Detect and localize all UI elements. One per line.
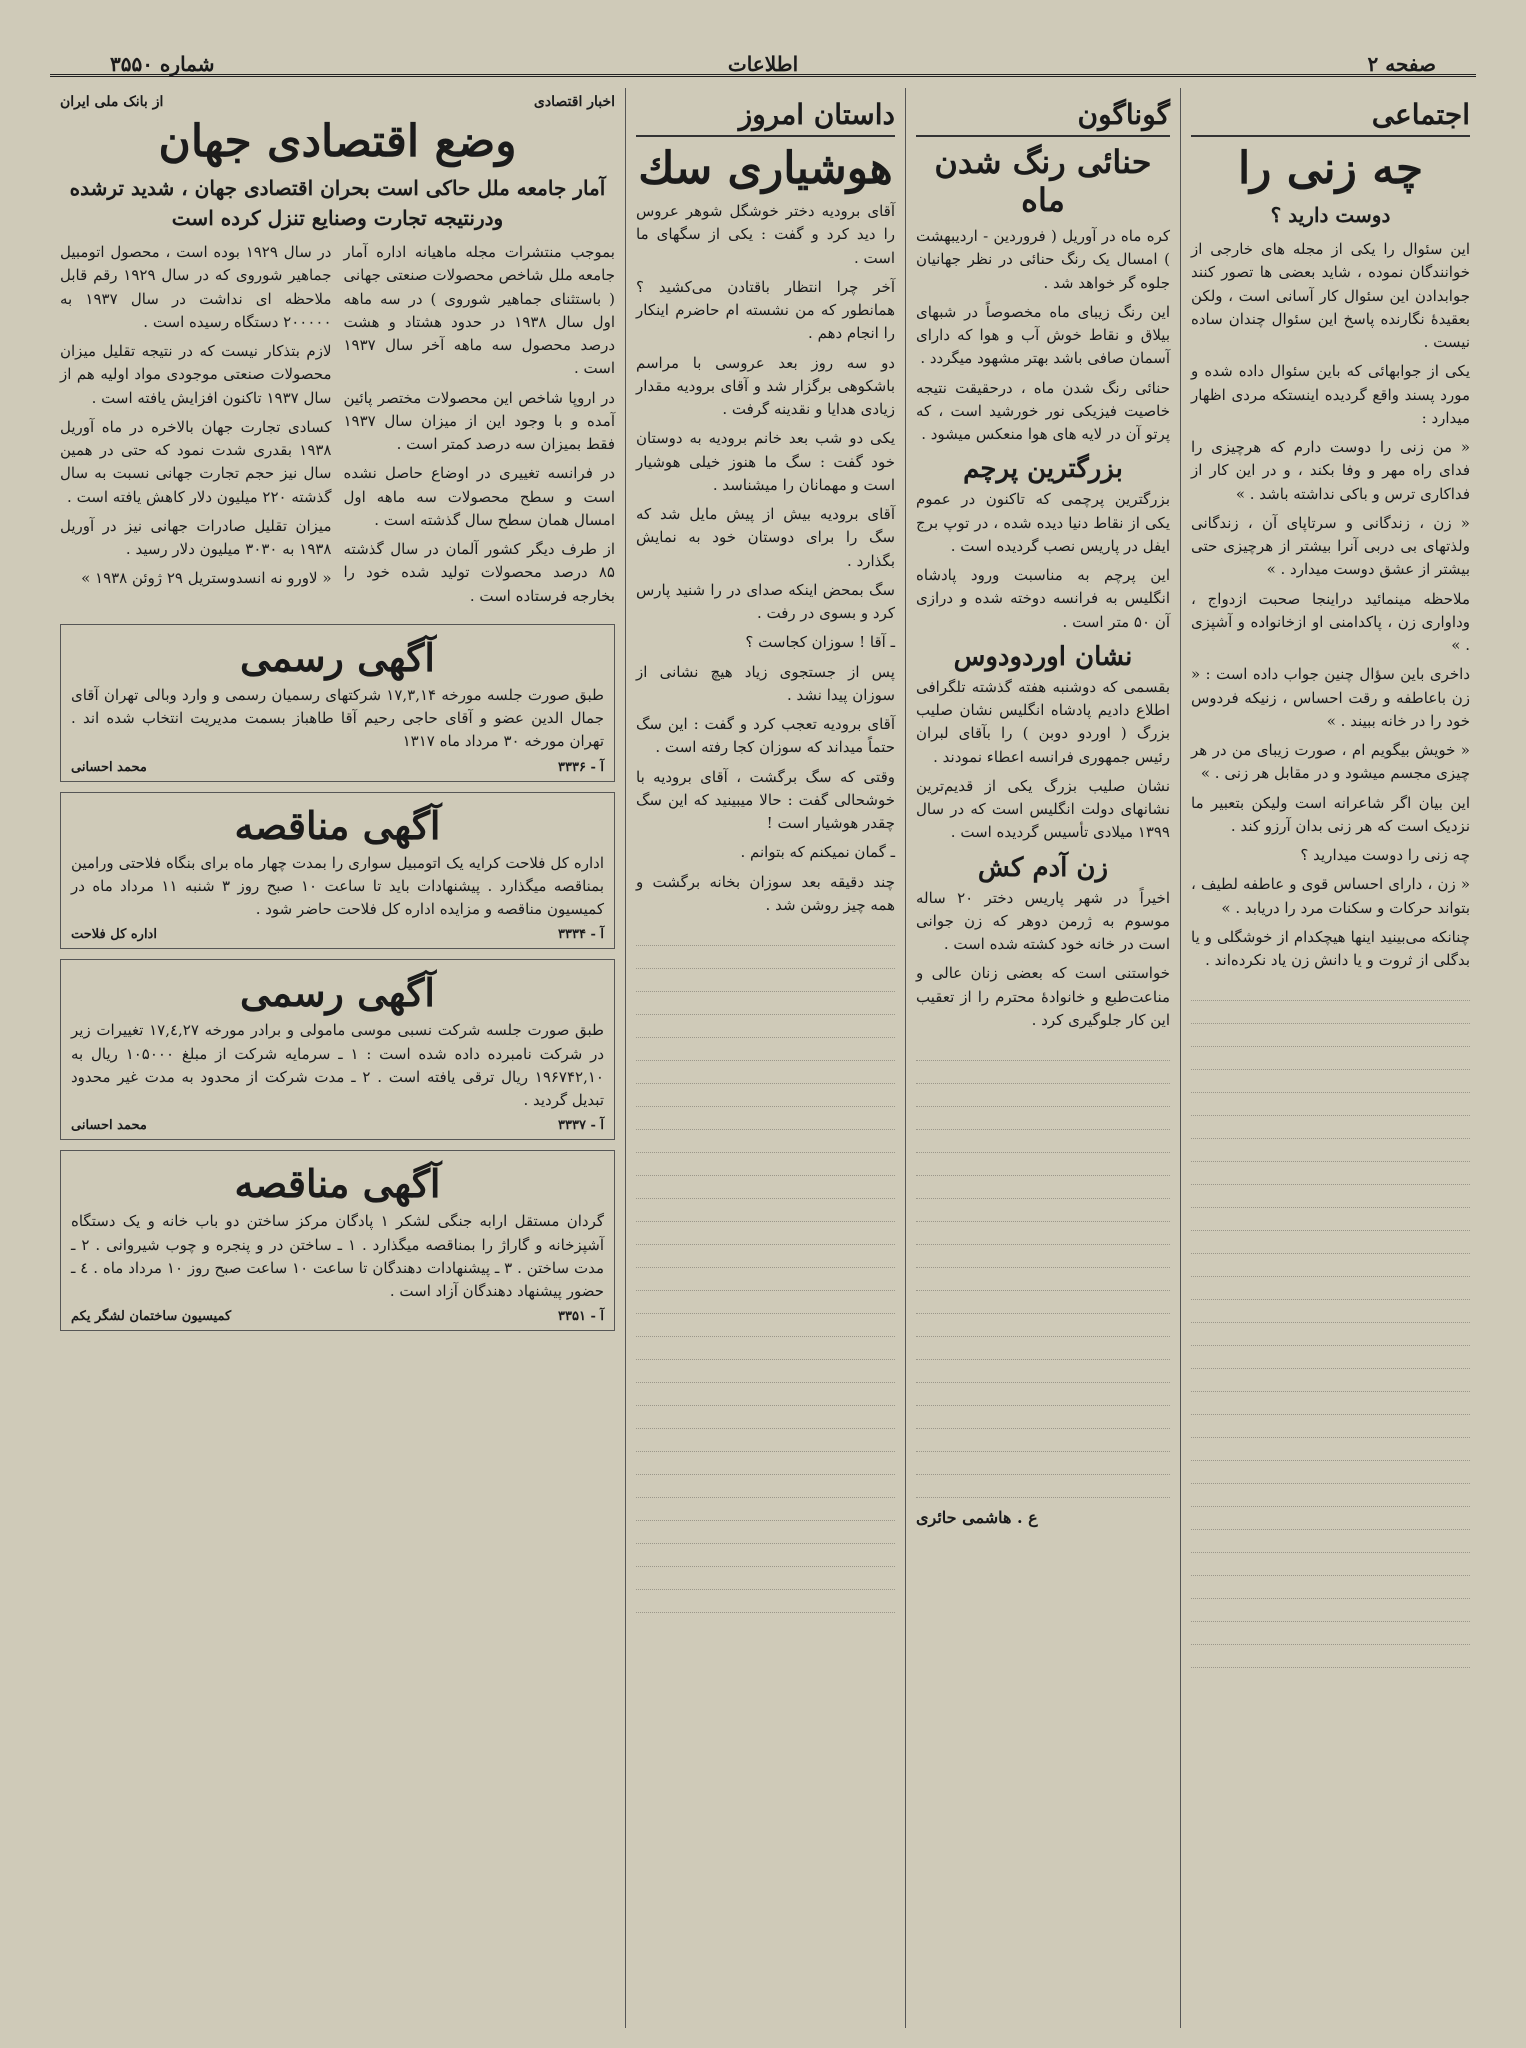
two-column-text — [60, 241, 615, 614]
page-number: صفحه ۲ — [1367, 52, 1436, 76]
paragraph: آقای برودیه دختر خوشگل شوهر عروس را دید کرد و گفت : یکی از سگهای ما است . — [636, 202, 895, 267]
paragraph: آخر چرا انتظار باقتادن می‌کشید ؟ همانطور که من نشسته ام حاضرم اینکار را انجام دهم . — [636, 277, 895, 343]
section-label: داستان امروز — [636, 98, 895, 137]
issue-number: شماره ۳۵۵۰ — [110, 52, 215, 76]
paragraph: آقای برودیه تعجب کرد و گفت : این سگ حتماً میداند که سوزان کجا رفته است . — [636, 715, 895, 757]
paragraph: در فرانسه تغییری در اوضاع حاصل نشده است و سطح محصولات سه ماهه اول امسال همان سطح سال گذشته است . — [343, 464, 615, 529]
notice-footer — [71, 760, 604, 775]
text-lines — [636, 923, 895, 1613]
article-title: وضع اقتصادی جهان — [158, 116, 517, 167]
text-lines — [1191, 978, 1470, 1668]
paragraph: پس از جستجوی زیاد هیچ نشانی از سوزان پیدا نشد . — [636, 662, 895, 704]
subheading: زن آدم کش — [977, 852, 1109, 883]
paragraph: این سئوال را یکی از مجله های خارجی از خوانندگان نموده ، شاید بعضی ها تصور کنند جوابدادن این سئوال کار آسانی است ، ولکن بعقیدهٔ نگارنده پاسخ این سئوال چندان ساده نیست . — [1191, 240, 1470, 351]
paragraph: ـ گمان نمیکنم که بتوانم . — [740, 843, 895, 862]
column-economy — [50, 88, 625, 2028]
text-lines — [916, 1038, 1170, 1498]
paragraph: بموجب منتشرات مجله ماهیانه اداره آمار جامعه ملل شاخص محصولات صنعتی جهانی ( باستثنای جماهیر شوروی ) در سه ماهه اول سال ۱۹۳۸ در حدود هشتاد و هشت درصد محصول سه ماهه آخر سال ۱۹۳۷ است . — [343, 243, 615, 378]
notice-title: آگهی رسمی — [240, 634, 435, 680]
notice-text: طبق صورت جلسه مورخه ۱۷,۳,۱۴ شرکتهای رسمیان رسمی و وارد وبالی تهران آقای جمال الدین عضو و آقای حاجی رحیم آقا طاهباز بسمت مدیریت انتخاب شده اند . تهران مورخه ۳۰ مرداد ماه ۱۳۱۷ — [71, 685, 604, 751]
paragraph: داخری باین سؤال چنین جواب داده است : « زن باعاطفه و رقت احساس ، زنیکه فردوس خود را در خانه ببیند . » — [1191, 665, 1470, 730]
notice-code: آ - ۳۳۳۶ — [558, 759, 604, 775]
column-misc — [905, 88, 1180, 2028]
paragraph: خواستنی است که بعضی زنان عالی و مناعت‌طبع و خانوادهٔ محترم را از تعقیب این کار جلوگیری کرد . — [916, 964, 1170, 1029]
column-social — [1180, 88, 1480, 2028]
notice-title: آگهی رسمی — [240, 970, 435, 1016]
paragraph: کسادی تجارت جهان بالاخره در ماه آوریل ۱۹۳۸ بقدری شدت نمود که حتی در همین سال نیز حجم تجارت جهانی نسبت به سال گذشته ۲۲۰ میلیون دلار کاهش یافته است . — [60, 417, 332, 506]
notice-signature: محمد احسانی — [71, 1118, 147, 1134]
paragraph: در اروپا شاخص این محصولات مختصر پائین آمده و با وجود این از میزان سال ۱۹۳۷ فقط بمیزان سه درصد کمتر است . — [343, 388, 615, 453]
notice-text: طبق صورت جلسه شرکت نسبی موسی مامولی و برادر مورخه ۱۷,٤,۲۷ تغییرات زیر در شرکت نامبرده داده شده است : ۱ ـ سرمایه شرکت از مبلغ ۱۰۵۰۰۰ ریال به ۱۹۶۷۴۲,۱۰ ریال ترقی یافته است . ۲ ـ مدت شرکت از محدود به مدت غیر محدود تبدیل گردید . — [71, 1021, 605, 1109]
notice-code: آ - ۳۳۳۷ — [558, 1118, 604, 1134]
source-note: « لاورو نه انسدوستریل ۲۹ ژوئن ۱۹۳۸ » — [81, 569, 332, 588]
notice-code: آ - ۳۳۵۱ — [558, 1309, 604, 1325]
paragraph: ملاحظه مینمائید دراینجا صحبت ازدواج ، وداواری زن ، پاکدامنی او ازخانواده و آشپزی . » — [1191, 589, 1470, 654]
paragraph: ـ آقا ! سوزان کجاست ؟ — [745, 633, 895, 652]
text-column-b — [60, 241, 332, 614]
official-notice — [60, 959, 615, 1140]
notice-footer — [71, 927, 604, 942]
article-title: هوشیاری سك — [638, 143, 893, 194]
tender-notice — [60, 792, 615, 950]
paragraph: « زن ، دارای احساس قوی و عاطفه لطیف ، بتواند حرکات و سکنات مرد را دریابد . » — [1191, 875, 1470, 917]
paragraph: اخیراً در شهر پاریس دختر ۲۰ ساله موسوم به ژرمن دوهر که زن جوانی است در خانه خود کشته شده است . — [916, 888, 1170, 953]
section-label: گوناگون — [916, 98, 1170, 137]
paragraph: بقسمی که دوشنبه هفته گذشته تلگرافی اطلاع دادیم پادشاه انگلیس نشان صلیب بزرگ ( اوردو دوبن ) را بآقای لبران رئیس جمهوری فرانسه اعطاء نمودند . — [916, 677, 1170, 766]
article-subtitle: آمار جامعه ملل حاکی است بحران اقتصادی جهان ، شدید ترشده ودرنتیجه تجارت وصنایع تنزل کرده است — [69, 176, 606, 230]
paragraph: چه زنی را دوست میدارید ؟ — [1300, 846, 1470, 864]
notice-text: گردان مستقل ارابه جنگی لشکر ۱ پادگان مرکز ساختن دو باب خانه و یک دستگاه آشپزخانه و گاراژ را بمناقصه میگذارد . ۱ ـ ساختن در و پنجره و چوب شیروانی . ۲ ـ مدت ساختن . ۳ ـ پیشنهادات دهندگان تا ساعت ۱۰ ساعت صبح روز ۱۰ مرداد ماه . ٤ ـ حضور پیشنهاد دهندگان آزاد است . — [71, 1212, 604, 1300]
paragraph: یکی دو شب بعد خانم برودیه به دوستان خود گفت : سگ ما هنوز خیلی هوشیار است و مهمانان را میشناسد . — [636, 429, 895, 494]
notice-signature: اداره کل فلاحت — [71, 927, 157, 943]
paragraph: میزان تقلیل صادرات جهانی نیز در آوریل ۱۹۳۸ به ۳۰۳۰ میلیون دلار رسید . — [60, 516, 332, 558]
notice-footer — [71, 1309, 604, 1324]
tender-notice — [60, 1150, 615, 1331]
paper-name: اطلاعات — [727, 52, 799, 76]
paragraph: آقای برودیه بیش از پیش مایل شد که سگ را برای دوستان خود به نمایش بگذارد . — [636, 505, 895, 570]
paragraph: یکی از جوابهائی که باین سئوال داده شده و مورد پسند واقع گردیده اینستکه مردی اظهار میدارد : — [1191, 362, 1470, 427]
notice-code: آ - ۳۳۳۴ — [558, 927, 604, 943]
section-label: اجتماعی — [1191, 98, 1470, 137]
source-label: از بانک ملی ایران — [60, 94, 164, 110]
official-notice — [60, 624, 615, 782]
notice-title: آگهی مناقصه — [234, 1161, 441, 1207]
notice-footer — [71, 1118, 604, 1133]
subheading: بزرگترین پرچم — [963, 454, 1123, 485]
paragraph: از طرف دیگر کشور آلمان در سال گذشته ۸۵ درصد محصولات تولید شده خود را بخارجه فرستاده است . — [343, 540, 615, 605]
paragraph: این پرچم به مناسبت ورود پادشاه انگلیس به فرانسه دوخته شده و درازی آن ۵۰ متر است . — [916, 566, 1170, 631]
notice-text: اداره کل فلاحت کرایه یک اتومبیل سواری را بمدت چهار ماه برای بنگاه فلاحتی ورامین بمناقصه میگذارد . پیشنهادات باید تا ساعت ۱۰ صبح روز ۳ شنبه ۱۱ مرداد ماه در کمیسیون مناقصه و مزایده اداره کل فلاحت حاضر شود . — [71, 853, 605, 918]
text-column-a — [344, 241, 616, 614]
paragraph: « زن ، زندگانی و سرتاپای آن ، زندگانی ولذتهای بی دربی آنرا بیشتر از هرچیزی حتی بیشتر از عشق دوست میدارد . » — [1191, 513, 1470, 579]
paragraph: « خویش بیگویم ام ، صورت زیبای من در هر چیزی مجسم میشود و در مقابل هر زنی . » — [1191, 741, 1470, 783]
subheading: نشان اوردودوس — [953, 641, 1133, 672]
section-head — [60, 94, 615, 110]
paragraph: بزرگترین پرچمی که تاکنون در عموم یکی از نقاط دنیا دیده شده ، در توپ برج ایفل در پاریس نصب گردیده است . — [916, 490, 1170, 555]
author-signature: ع . هاشمی حائری — [916, 1508, 1038, 1527]
paragraph: این بیان اگر شاعرانه است ولیکن بتعبیر ما نزدیک است که هر زنی بدان آرزو کند . — [1191, 793, 1470, 835]
paragraph: کره ماه در آوریل ( فروردین - اردیبهشت ) امسال یک رنگ حنائی در نظر جهانیان جلوه گر خواهد شد . — [916, 227, 1170, 292]
column-story — [625, 88, 905, 2028]
paragraph: سگ بمحض اینکه صدای در را شنید پارس کرد و بسوی در رفت . — [636, 580, 895, 622]
paragraph: چنانکه می‌بینید اینها هیچکدام از خوشگلی و یا بدگلی از ثروت و یا دانش زن یاد نکرده‌اند . — [1191, 927, 1470, 969]
article-title: چه زنی را — [1237, 143, 1424, 194]
paragraph: وقتی که سگ برگشت ، آقای برودیه با خوشحالی گفت : حالا میبینید که این سگ چقدر هوشیار است ! — [636, 767, 895, 832]
paragraph: دو سه روز بعد عروسی با مراسم باشکوهی برگزار شد و آقای برودیه مقدار زیادی هدایا و نقدینه گرفت . — [636, 353, 895, 418]
section-label: اخبار اقتصادی — [533, 94, 615, 110]
masthead — [50, 48, 1476, 77]
paragraph: لازم بتذکار نیست که در نتیجه تقلیل میزان محصولات صنعتی موجودی مواد اولیه هم از سال ۱۹۳۷ تاکنون افزایش یافته است . — [60, 342, 332, 407]
paragraph: در سال ۱۹۲۹ بوده است ، محصول اتومبیل جماهیر شوروی که در سال ۱۹۲۹ رقم قابل ملاحظه ای نداشت در سال ۱۹۳۷ به ۲۰۰۰۰۰ دستگاه رسیده است . — [60, 243, 332, 331]
paragraph: « من زنی را دوست دارم که هرچیزی را فدای راه مهر و وفا بکند ، و در این کار از فداکاری ترس و باکی نداشته باشد . » — [1191, 438, 1470, 503]
notice-title: آگهی مناقصه — [234, 802, 441, 848]
article-subtitle: دوست دارید ؟ — [1270, 203, 1391, 227]
paragraph: چند دقیقه بعد سوزان بخانه برگشت و همه چیز روشن شد . — [636, 872, 895, 914]
notice-signature: کمیسیون ساختمان لشگر یکم — [71, 1309, 232, 1325]
paragraph: نشان صلیب بزرگ یکی از قدیم‌ترین نشانهای دولت انگلیس است که در سال ۱۳۹۹ میلادی تأسیس گردیده است . — [916, 776, 1170, 842]
paragraph: این رنگ زیبای ماه مخصوصاً در شبهای بیلاق و نقاط خوش آب و هوا که دارای آسمان صافی باشد بهتر مشهود میگردد . — [916, 302, 1170, 368]
notice-signature: محمد احسانی — [71, 759, 147, 775]
article-title: حنائی رنگ شدن ماه — [934, 143, 1152, 219]
paragraph: حنائی رنگ شدن ماه ، درحقیقت نتیجه خاصیت فیزیکی نور خورشید است ، که پرتو آن در لایه های هوا منعکس میشود . — [916, 378, 1170, 443]
